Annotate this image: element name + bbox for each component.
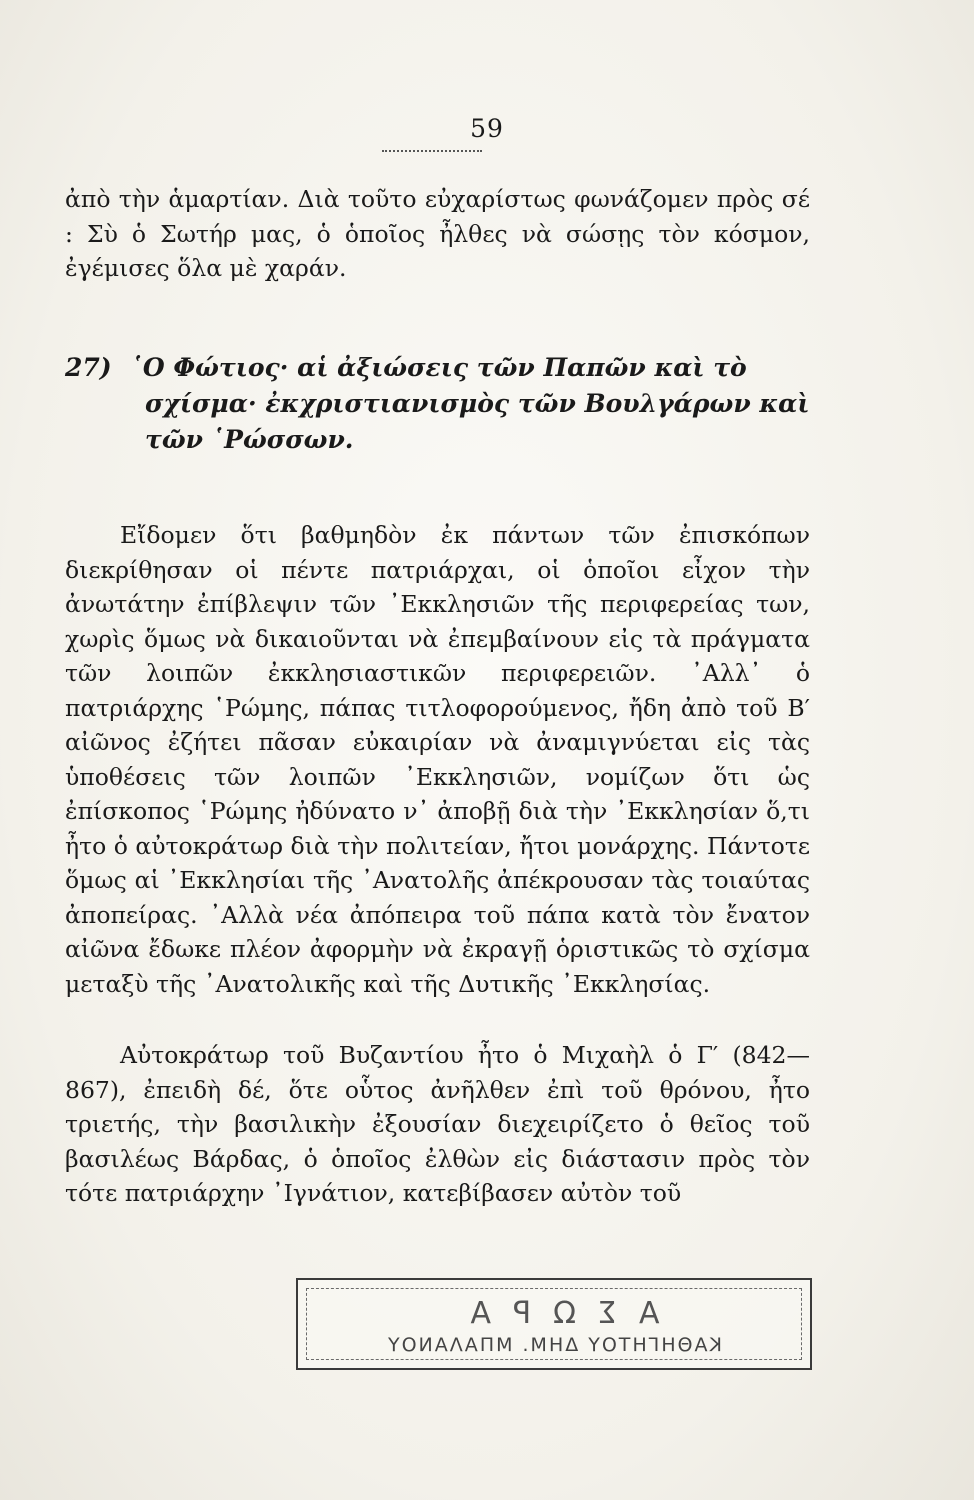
page-number: 59 — [470, 114, 504, 143]
library-stamp — [296, 1278, 812, 1370]
section-number: 27) — [65, 353, 112, 382]
section-heading — [65, 350, 810, 458]
section-title-line1: ῾Ο Φώτιος· αἱ ἀξιώσεις τῶν Παπῶν καὶ τὸ — [130, 353, 747, 382]
intro-paragraph: ἀπὸ τὴν ἁμαρτίαν. Διὰ τοῦτο εὐχαρίστως φωνάζομεν πρὸς σέ : Σὺ ὁ Σωτήρ μας, ὁ ὁποῖος ἦλθες νὰ σώσῃς τὸν κόσμον, ἐγέμισες ὅλα μὲ χαράν. — [65, 185, 810, 282]
section-title-line2: σχίσμα· ἐκχριστιανισμὸς τῶν Βουλγάρων καὶ — [145, 389, 810, 418]
library-stamp-line1: ΑΣΩΡΑ — [448, 1296, 660, 1331]
section-title-line3: τῶν ῾Ρώσσων. — [145, 425, 354, 454]
library-stamp-line2: ΚΑΘΗΓΗΤΟΥ ΔΗΜ. ΜΠΑΛΑΝΟΥ — [386, 1334, 722, 1356]
body-paragraph-1: Εἴδομεν ὅτι βαθμηδὸν ἐκ πάντων τῶν ἐπισκόπων διεκρίθησαν οἱ πέντε πατριάρχαι, οἱ ὁποῖοι εἶχον τὴν ἀνωτάτην ἐπίβλεψιν τῶν ᾿Εκκλησιῶν τῆς περιφερείας των, χωρὶς ὅμως νὰ δικαιοῦνται νὰ ἐπεμβαίνουν εἰς τὰ πράγματα τῶν λοιπῶν ἐκκλησιαστικῶν περιφερειῶν. ᾿Αλλ᾿ ὁ πατριάρχης ῾Ρώμης, πάπας τιτλοφορούμενος, ἤδη ἀπὸ τοῦ Β′ αἰῶνος ἐζήτει πᾶσαν εὐκαιρίαν νὰ ἀναμιγνύεται εἰς τὰς ὑποθέσεις τῶν λοιπῶν ᾿Εκκλησιῶν, νομίζων ὅτι ὡς ἐπίσκοπος ῾Ρώμης ἠδύνατο ν᾿ ἀποβῇ διὰ τὴν ᾿Εκκλησίαν ὅ,τι ἦτο ὁ αὐτοκράτωρ διὰ τὴν πολιτείαν, ἤτοι μονάρχης. Πάντοτε ὅμως αἱ ᾿Εκκλησίαι τῆς ᾿Ανατολῆς ἀπέκρουσαν τὰς τοιαύτας ἀποπείρας. ᾿Αλλὰ νέα ἀπόπειρα τοῦ πάπα κατὰ τὸν ἔνατον αἰῶνα ἔδωκε πλέον ἀφορμὴν νὰ ἐκραγῇ ὁριστικῶς τὸ σχίσμα μεταξὺ τῆς ᾿Ανατολικῆς καὶ τῆς Δυτικῆς ᾿Εκκλησίας. — [65, 521, 810, 998]
body-paragraph-2: Αὐτοκράτωρ τοῦ Βυζαντίου ἦτο ὁ Μιχαὴλ ὁ Γ′ (842—867), ἐπειδὴ δέ, ὅτε οὗτος ἀνῆλθεν ἐπὶ τοῦ θρόνου, ἦτο τριετής, τὴν βασιλικὴν ἐξουσίαν διεχειρίζετο ὁ θεῖος τοῦ βασιλέως Βάρδας, ὁ ὁποῖος ἐλθὼν εἰς διάστασιν πρὸς τὸν τότε πατριάρχην ᾿Ιγνάτιον, κατεβίβασεν αὐτὸν τοῦ — [65, 1041, 810, 1207]
page-number-rule — [382, 150, 482, 152]
